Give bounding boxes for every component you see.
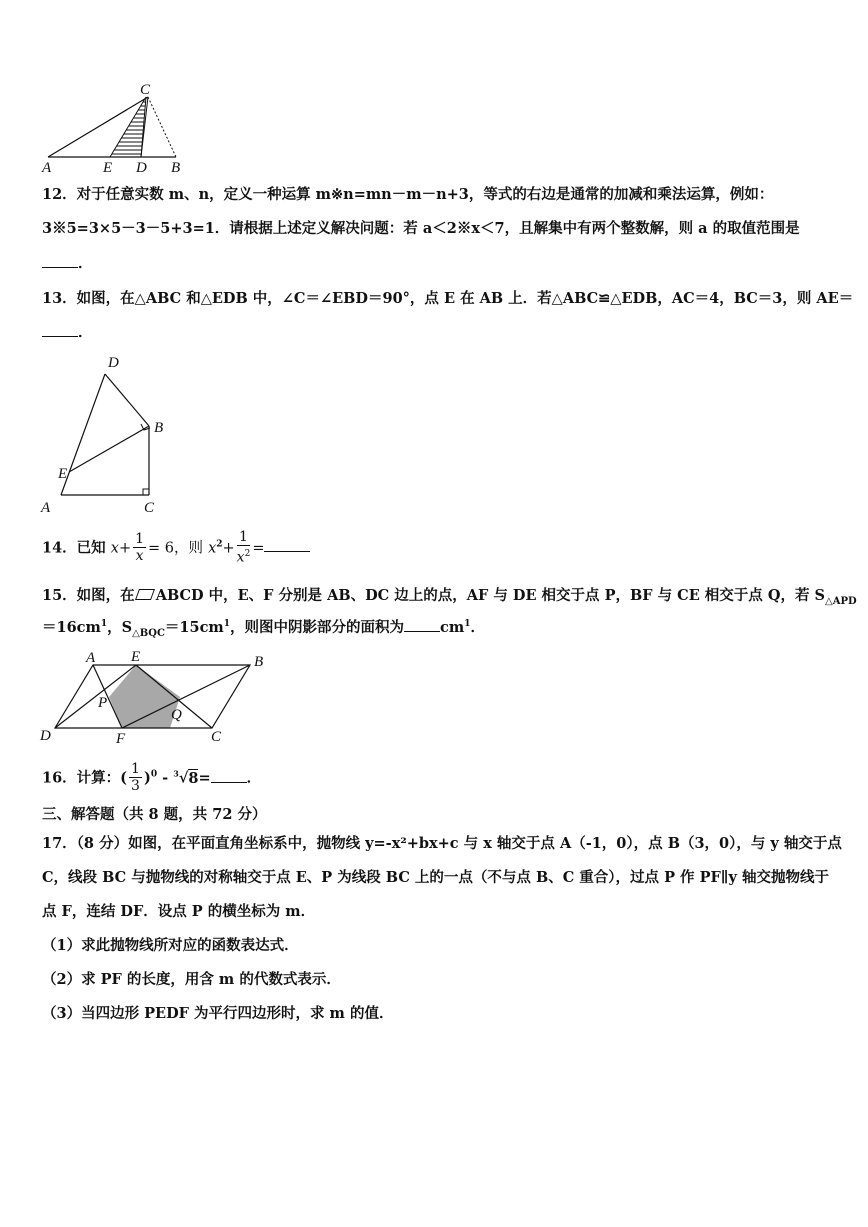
- answer-blank[interactable]: [264, 537, 310, 552]
- shaded-region: [109, 665, 180, 728]
- label-D: D: [40, 728, 51, 744]
- q17-sub1: （1）求此抛物线所对应的函数表达式．: [42, 937, 299, 954]
- label-A: A: [86, 650, 96, 666]
- q13-line2: ．: [42, 321, 93, 342]
- label-F: F: [116, 731, 126, 747]
- q12-line3: ．: [42, 252, 93, 273]
- q13-line1: 13．如图，在△ABC 和△EDB 中，∠C＝∠EBD＝90°，点 E 在 AB 上．若△ABC≌△EDB，AC＝4，BC＝3，则 AE＝: [42, 290, 854, 307]
- label-C: C: [211, 729, 222, 745]
- label-A: A: [42, 160, 52, 175]
- q17-sub2: （2）求 PF 的长度，用含 m 的代数式表示．: [42, 971, 341, 988]
- q12-line2: 3※5=3×5－3－5+3=1．请根据上述定义解决问题：若 a＜2※x＜7，且解集中有两个整数解，则 a 的取值范围是: [42, 220, 800, 237]
- root-sign: √: [178, 769, 189, 787]
- q12-line1: 12．对于任意实数 m、n，定义一种运算 m※n=mn－m－n+3，等式的右边是通常的加减和乘法运算，例如：: [42, 186, 774, 203]
- label-D: D: [108, 355, 119, 371]
- label-E: E: [58, 466, 68, 482]
- parallelogram-icon: [135, 589, 155, 600]
- answer-blank[interactable]: [42, 253, 78, 268]
- label-B: B: [171, 160, 181, 175]
- q17-line2: C，线段 BC 与抛物线的对称轴交于点 E、P 为线段 BC 上的一点（不与点 B、C 重合），过点 P 作 PF∥y 轴交抛物线于: [42, 869, 829, 886]
- label-C: C: [144, 500, 155, 516]
- label-P: P: [98, 695, 108, 711]
- answer-blank[interactable]: [42, 322, 78, 337]
- figure-q15-parallelogram: [38, 648, 278, 748]
- section-3-heading: 三、解答题（共 8 题，共 72 分）: [42, 806, 267, 823]
- q17-sub3: （3）当四边形 PEDF 为平行四边形时，求 m 的值．: [42, 1005, 394, 1022]
- label-E: E: [103, 160, 113, 175]
- q16-line: 16．计算：( $\frac{1}{3}$ )$^0$ - $^3$√8= ．: [42, 761, 262, 794]
- q17-line1: 17．（8 分）如图，在平面直角坐标系中，抛物线 y=-x²+bx+c 与 x 轴交于点 A（-1，0），点 B（3，0），与 y 轴交于点: [42, 835, 842, 852]
- label-B: B: [154, 420, 164, 436]
- label-E: E: [131, 649, 141, 665]
- q15-line2: $=16cm^1$，$S_{\triangle BQC}=15cm^1$，则图中阴影部分的面积为 $cm^1$．: [42, 619, 485, 639]
- label-C: C: [140, 82, 151, 98]
- q17-line3: 点 F，连结 DF．设点 P 的横坐标为 m．: [42, 903, 316, 920]
- hatched-region: [110, 97, 146, 157]
- q14-line: 14．已知 x+ $\frac{1}{x}$ = 6，则 $x^2+$ $\frac{1}{x^2}$ =: [42, 530, 310, 567]
- label-Q: Q: [171, 707, 182, 723]
- q15-line1: 15．如图，在 ABCD 中，E、F 分别是 AB、DC 边上的点，AF 与 DE 相交于点 P，BF 与 CE 相交于点 Q，若 $S_{\triangle APD}$: [42, 587, 857, 607]
- answer-blank[interactable]: [211, 768, 247, 783]
- label-A: A: [41, 500, 51, 516]
- label-B: B: [254, 654, 264, 670]
- answer-blank[interactable]: [404, 617, 440, 632]
- label-D: D: [136, 160, 147, 175]
- figure-q13-triangles: [38, 350, 178, 525]
- figure-q11-triangle: [38, 80, 198, 175]
